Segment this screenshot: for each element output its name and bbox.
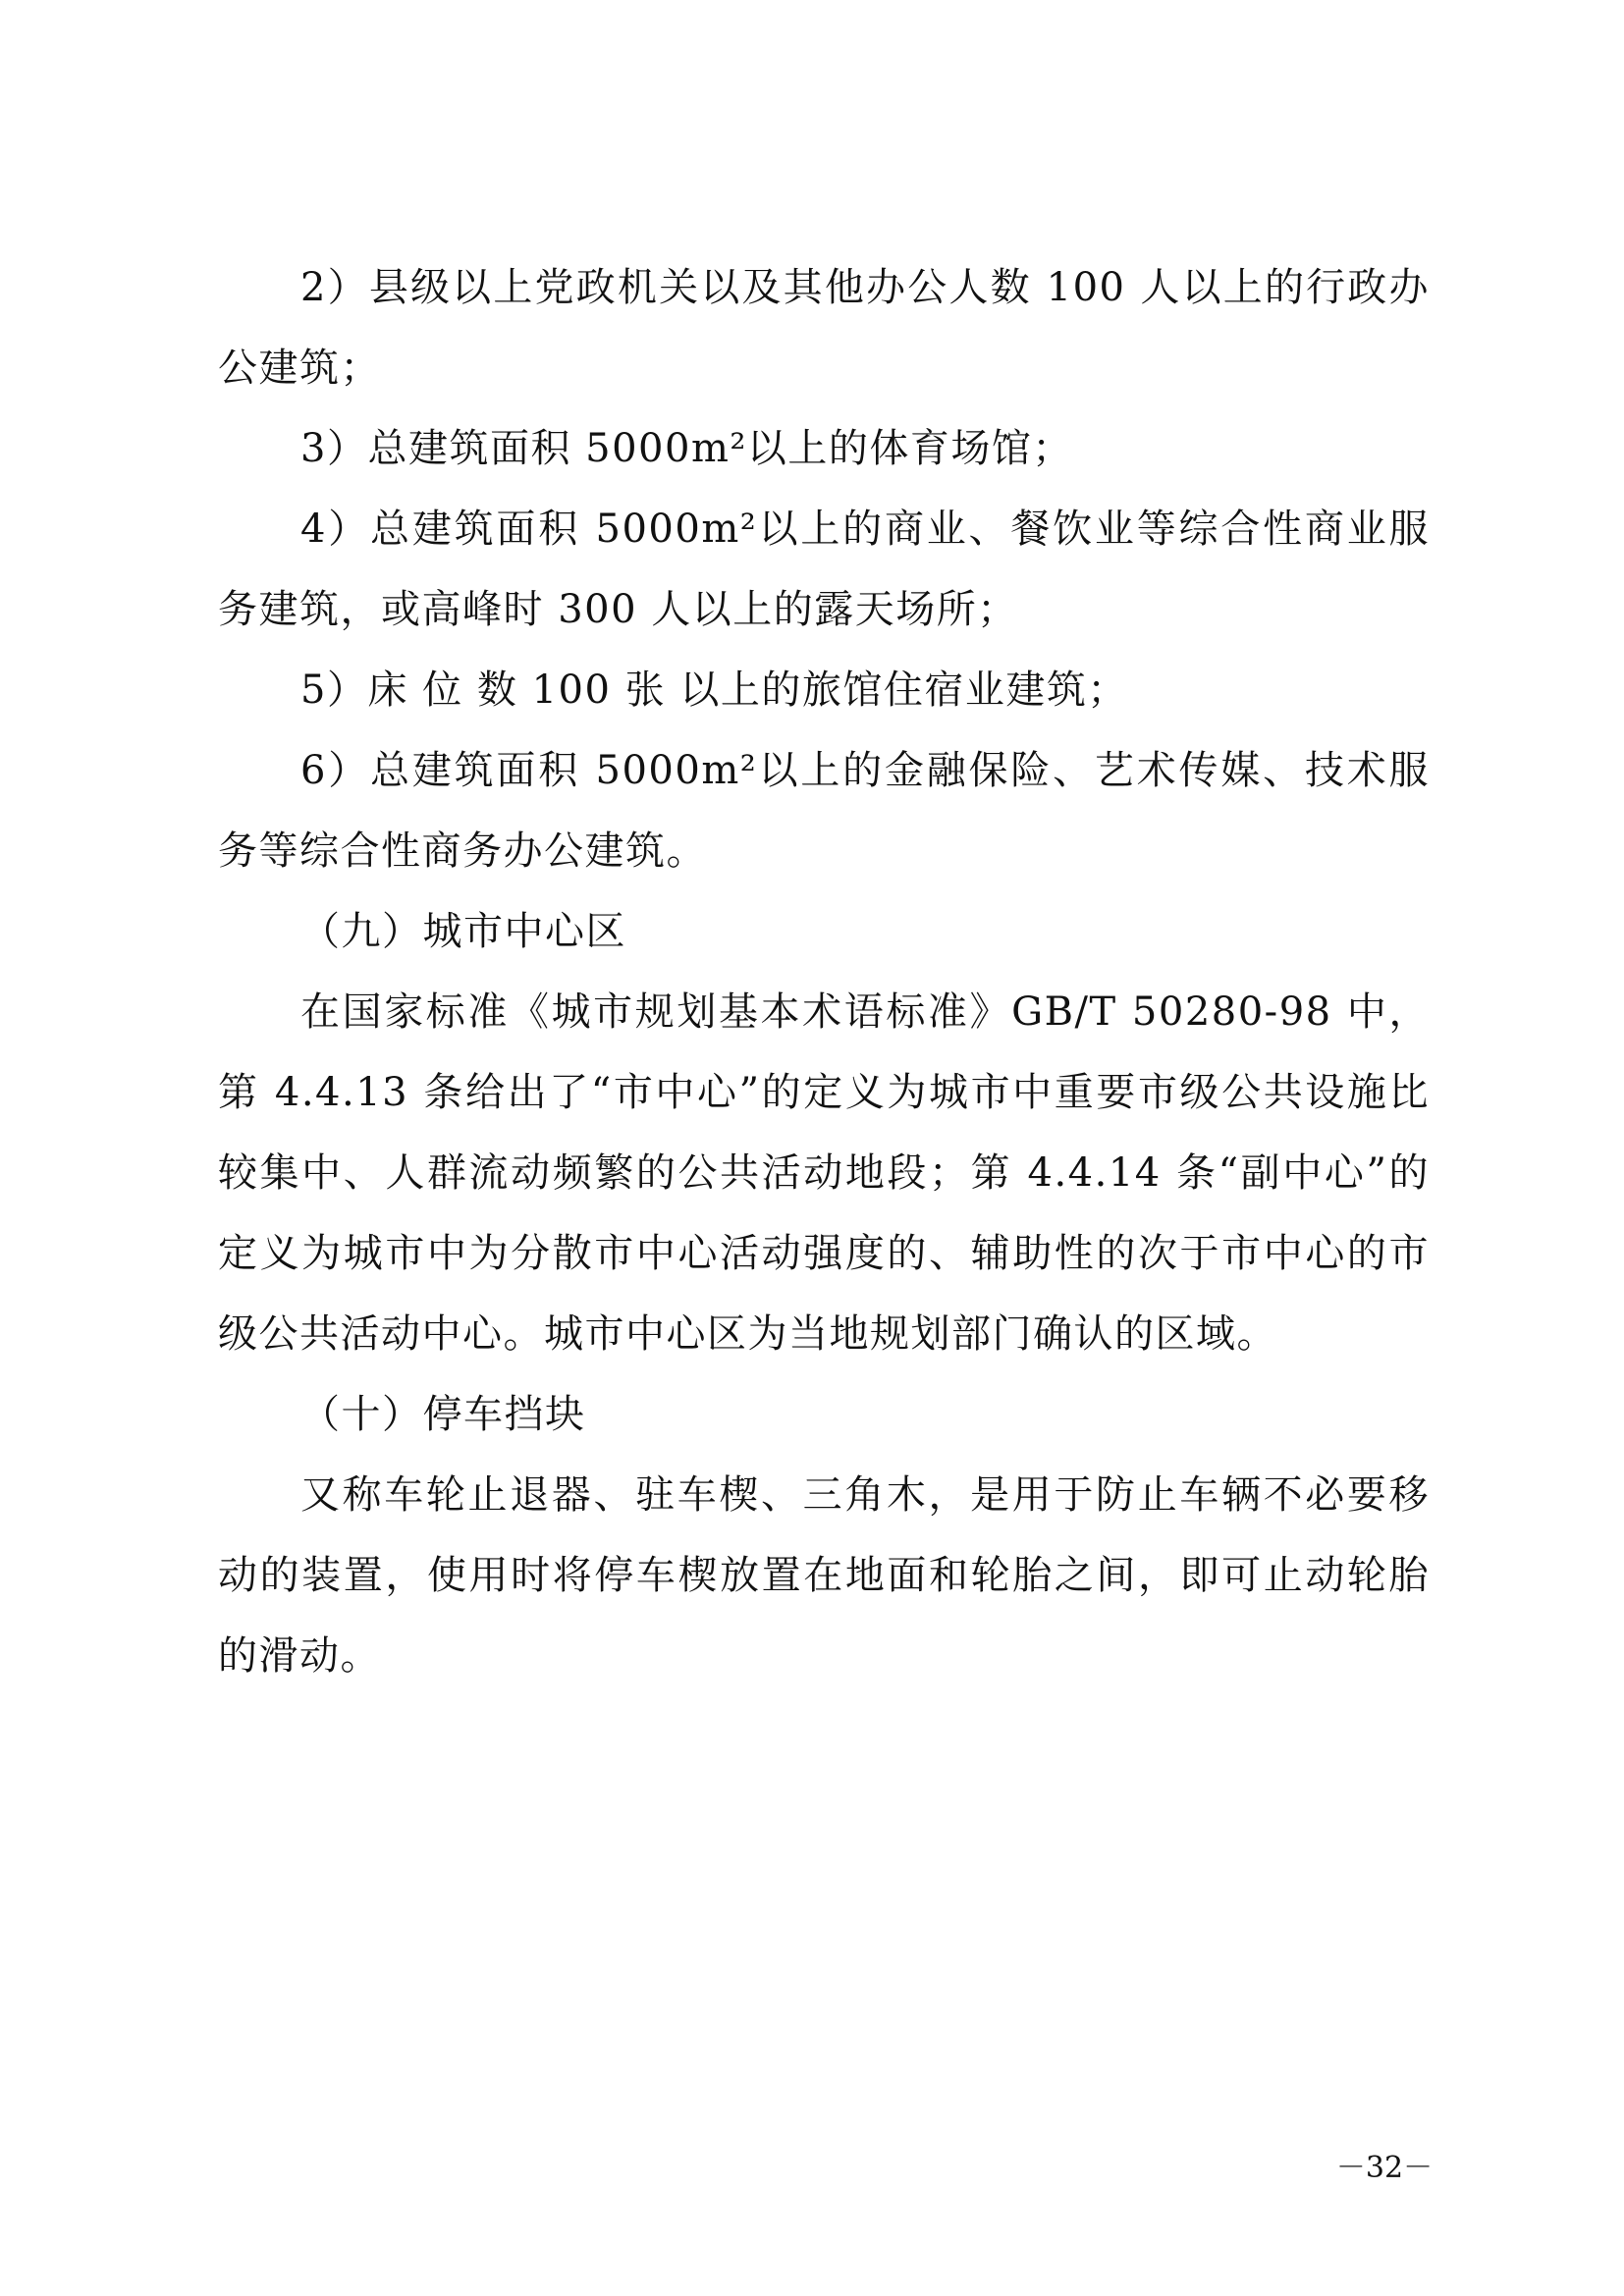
section-heading-wheel-stop: （十）停车挡块 bbox=[300, 1392, 586, 1437]
page-number: －32－ bbox=[1335, 2151, 1434, 2185]
list-item-4: 4）总建筑面积 5000m²以上的商业、餐饮业等综合性商业服务建筑，或高峰时 300 人以上的露天场所； bbox=[218, 507, 1430, 632]
section-heading-city-center: （九）城市中心区 bbox=[300, 909, 626, 954]
list-item-3: 3）总建筑面积 5000m²以上的体育场馆； bbox=[300, 426, 1073, 471]
list-item-6: 6）总建筑面积 5000m²以上的金融保险、艺术传媒、技术服务等综合性商务办公建筑。 bbox=[218, 748, 1430, 874]
page-content bbox=[218, 247, 1430, 1696]
section-body-wheel-stop: 又称车轮止退器、驻车楔、三角木，是用于防止车辆不必要移动的装置，使用时将停车楔放置在地面和轮胎之间，即可止动轮胎的滑动。 bbox=[218, 1472, 1430, 1679]
list-item-5: 5）床 位 数 100 张 以上的旅馆住宿业建筑； bbox=[300, 667, 1128, 713]
list-item-2: 2）县级以上党政机关以及其他办公人数 100 人以上的行政办公建筑； bbox=[218, 265, 1430, 391]
section-body-city-center: 在国家标准《城市规划基本术语标准》GB/T 50280-98 中，第 4.4.13 条给出了“市中心”的定义为城市中重要市级公共设施比较集中、人群流动频繁的公共活动地段；第 4.4.14 条“副中心”的定义为城市中为分散市中心活动强度的、辅助性的次于市中心的市级公共活动中心。城市中心区为当地规划部门确认的区域。 bbox=[218, 989, 1430, 1357]
